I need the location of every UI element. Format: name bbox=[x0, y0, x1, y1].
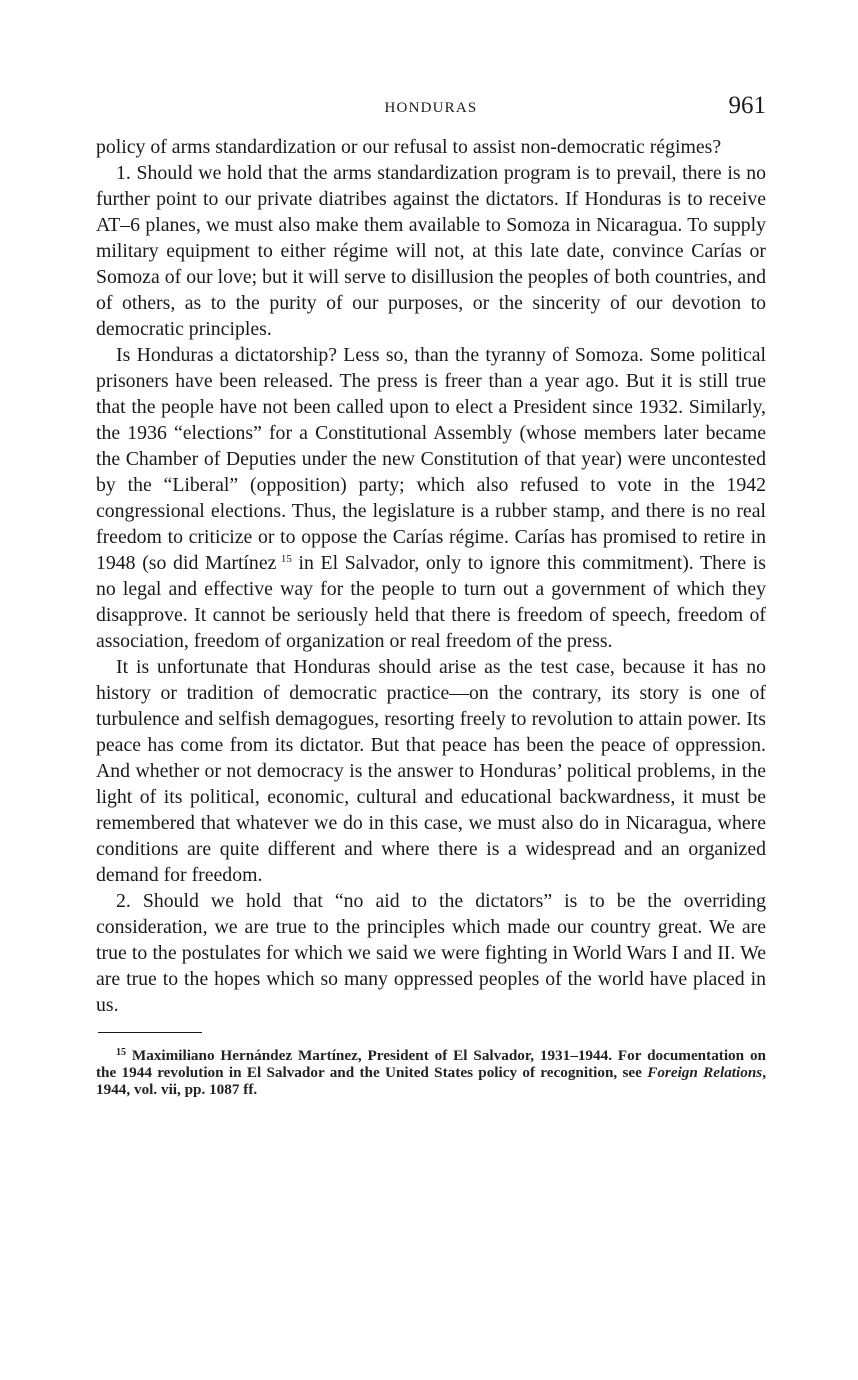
footnote-reference-number: 15 bbox=[280, 553, 292, 565]
footnote-mark: 15 bbox=[116, 1047, 126, 1058]
document-page bbox=[96, 92, 766, 1098]
paragraph-dictatorship-part-2: in El Salvador, only to ignore this commitment). There is no legal and effective way for the people to turn out a government of which they disapprove. It cannot be seriously held that there is freedom of speech, freedom of association, freedom of organization or real freedom of the press. bbox=[96, 552, 767, 652]
footnote-text-2: , 1944, vol. vii, pp. 1087 ff. bbox=[96, 1064, 766, 1098]
paragraph-no-aid: 2. Should we hold that “no aid to the dictators” is to be the overriding consideration, we are true to the principles which made our country great. We are true to the postulates for which we said we were fighting in World Wars I and II. We are true to the hopes which so many oppressed peoples of the world have placed in us. bbox=[96, 890, 766, 1016]
footnote bbox=[96, 1047, 766, 1098]
paragraph-continuation: policy of arms standardization or our refusal to assist non-democratic régimes? bbox=[96, 136, 722, 158]
footnote-citation-title: Foreign Relations bbox=[647, 1064, 763, 1081]
paragraph-dictatorship-part-1: Is Honduras a dictatorship? Less so, than the tyranny of Somoza. Some political prisoners have been released. The press is freer than a year ago. But it is still true that the people have not been called upon to elect a President since 1932. Similarly, the 1936 “elections” for a Constitutional Assembly (whose members later became the Chamber of Deputies under the new Constitution of that year) were uncontested by the “Liberal” (opposition) party; which also refused to vote in the 1942 congressional elections. Thus, the legislature is a rubber stamp, and there is no real freedom to criticize or to oppose the Carías régime. Carías has promised to retire in 1948 (so did Martínez bbox=[96, 344, 766, 574]
paragraph-arms-standardization: 1. Should we hold that the arms standardization program is to prevail, there is no further point to our private diatribes against the dictators. If Honduras is to receive AT–6 planes, we must also make them available to Somoza in Nicaragua. To supply military equipment to either régime will not, at this late date, convince Carías or Somoza of our love; but it will serve to disillusion the peoples of both countries, and of others, as to the purity of our purposes, or the sincerity of our devotion to democratic principles. bbox=[96, 162, 766, 340]
paragraph-test-case: It is unfortunate that Honduras should arise as the test case, because it has no history or tradition of democratic practice—on the contrary, its story is one of turbulence and selfish demagogues, resorting freely to revolution to attain power. Its peace has come from its dictator. But that peace has been the peace of oppression. And whether or not democracy is the answer to Honduras’ political problems, in the light of its political, economic, cultural and educational backwardness, it must be remembered that whatever we do in this case, we must also do in Nicaragua, where conditions are quite different and where there is a widespread and an organized demand for freedom. bbox=[96, 656, 766, 886]
footnote-divider bbox=[98, 1032, 202, 1033]
footnote-reference[interactable] bbox=[276, 553, 291, 565]
body-text bbox=[96, 134, 766, 1018]
page-number: 961 bbox=[728, 92, 766, 119]
running-header bbox=[96, 92, 766, 126]
paragraph-dictatorship bbox=[96, 342, 766, 654]
footnote-text-1: Maximiliano Hernández Martínez, President of El Salvador, 1931–1944. For documentation on the 1944 revolution in El Salvador and the United States policy of recognition, see bbox=[96, 1047, 766, 1081]
running-title: HONDURAS bbox=[384, 100, 478, 116]
